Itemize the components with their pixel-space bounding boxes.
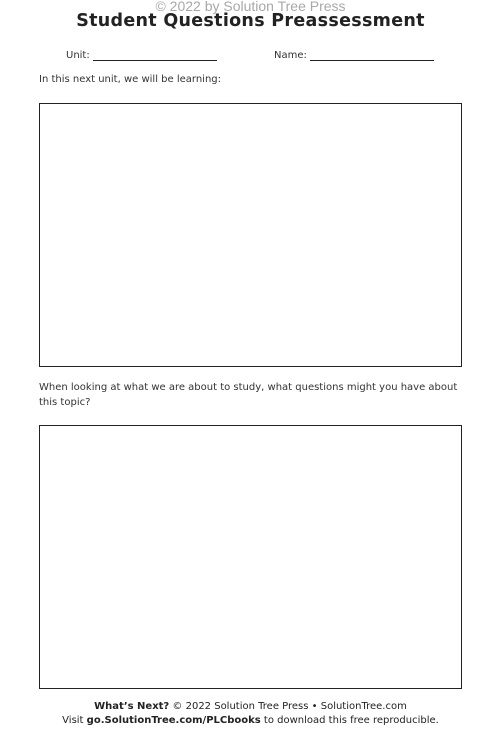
watermark: © 2022 by Solution Tree Press (155, 0, 346, 14)
name-label: Name: (274, 50, 307, 61)
page-title: Student Questions Preassessment (76, 11, 425, 31)
unit-label: Unit: (66, 50, 90, 61)
learning-prompt: In this next unit, we will be learning: (39, 74, 222, 85)
footer-visit-line (0, 714, 501, 728)
unit-field (66, 50, 217, 61)
footer-visit: Visit (62, 715, 87, 726)
footer-copyright-line (0, 700, 501, 714)
questions-answer-box[interactable] (39, 425, 462, 689)
learning-answer-box[interactable] (39, 103, 462, 367)
name-blank-line[interactable] (310, 51, 434, 61)
unit-blank-line[interactable] (93, 51, 217, 61)
footer-url-link[interactable]: go.SolutionTree.com/PLCbooks (86, 715, 261, 726)
whats-next-label: What’s Next? (94, 701, 170, 712)
footer-download: to download this free reproducible. (260, 715, 439, 726)
questions-prompt: When looking at what we are about to study, what questions might you have about this topic? (39, 382, 458, 408)
footer-copyright: © 2022 Solution Tree Press • SolutionTree.com (169, 701, 407, 712)
name-field (274, 50, 434, 61)
